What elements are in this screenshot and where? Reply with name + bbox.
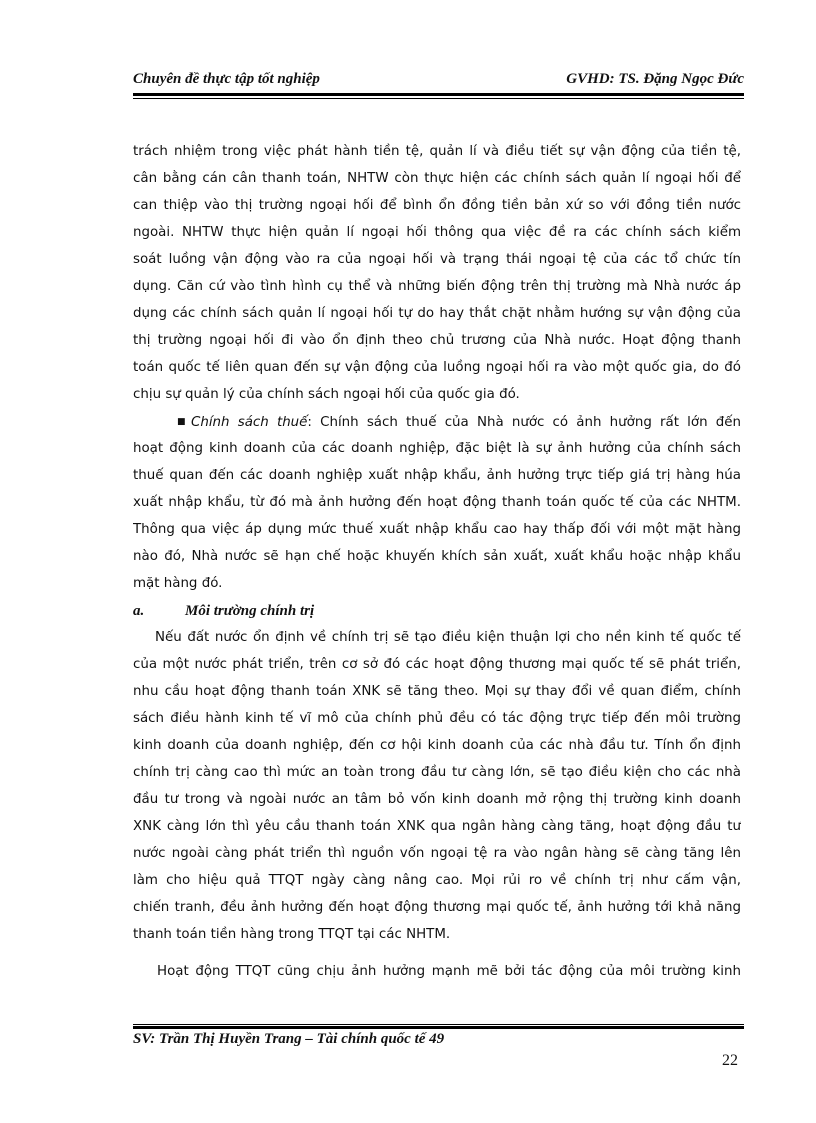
text-line: can thiệp vào thị trường ngoại hối để bình ổn đồng tiền bản xứ so với đồng tiền nước <box>133 198 741 213</box>
header-rule-thick <box>133 93 744 96</box>
bullet-first-line-text: : Chính sách thuế của Nhà nước có ảnh hưởng rất lớn đến <box>307 415 741 430</box>
text-line: Nếu đất nước ổn định về chính trị sẽ tạo điều kiện thuận lợi cho nền kinh tế quốc tế <box>155 630 741 645</box>
text-line: của một nước phát triển, trên cơ sở đó các hoạt động thương mại quốc tế sẽ phát triển, <box>133 657 741 672</box>
text-line: làm cho hiệu quả TTQT ngày càng nâng cao. Mọi rủi ro về chính trị như cấm vận, <box>133 873 741 888</box>
text-line: nước ngoài càng phát triển thì nguồn vốn ngoại tệ ra vào ngân hàng sẽ càng tăng lên <box>133 846 741 861</box>
text-line: hoạt động kinh doanh của các doanh nghiệp, đặc biệt là sự ảnh hưởng của chính sách <box>133 441 741 456</box>
text-line: chịu sự quản lý của chính sách ngoại hối của quốc gia đó. <box>133 387 520 402</box>
text-line: xuất nhập khẩu, từ đó mà ảnh hưởng đến hoạt động thanh toán quốc tế của các NHTM. <box>133 495 741 510</box>
paragraph-3-first-line: Hoạt động TTQT cũng chịu ảnh hưởng mạnh mẽ bởi tác động của môi trường kinh <box>157 964 741 979</box>
section-heading <box>133 601 741 628</box>
text-line: kinh doanh của doanh nghiệp, đến cơ hội kinh doanh của các nhà đầu tư. Tính ổn định <box>133 738 741 753</box>
header-right-text: GVHD: TS. Đặng Ngọc Đức <box>566 71 744 87</box>
text-line: ngoài. NHTW thực hiện quản lí ngoại hối thông qua việc đề ra các chính sách kiểm <box>133 225 741 240</box>
document-body <box>133 142 741 989</box>
text-line: thanh toán tiền hàng trong TTQT tại các NHTM. <box>133 927 451 942</box>
footer-rule-thin <box>133 1024 744 1025</box>
text-line: thị trường ngoại hối đi vào ổn định theo chủ trương của Nhà nước. Hoạt động thanh <box>133 333 741 348</box>
header-left-text: Chuyên đề thực tập tốt nghiệp <box>133 71 320 87</box>
text-line: XNK càng lớn thì yêu cầu thanh toán XNK qua ngân hàng càng tăng, hoạt động đầu tư <box>133 819 741 834</box>
text-line: chính trị càng cao thì mức an toàn trong đầu tư càng lớn, sẽ tạo điều kiện cho các nhà <box>133 765 741 780</box>
paragraph-gap <box>133 952 741 962</box>
footer-author: SV: Trần Thị Huyền Trang – Tài chính quốc tế 49 <box>133 1031 445 1047</box>
footer-rule-thick <box>133 1026 744 1029</box>
text-line: dụng. Căn cứ vào tình hình cụ thể và những biến động trên thị trường mà Nhà nước áp <box>133 279 741 294</box>
bullet-paragraph-tax-policy <box>133 412 741 601</box>
paragraph-1 <box>133 142 741 412</box>
bullet-first-line <box>133 412 741 439</box>
text-line: nào đó, Nhà nước sẽ hạn chế hoặc khuyến khích sản xuất, xuất khẩu hoặc nhập khẩu <box>133 549 741 564</box>
section-title: Môi trường chính trị <box>185 603 315 619</box>
paragraph-2 <box>133 628 741 952</box>
page-number: 22 <box>722 1052 738 1069</box>
text-line: soát luồng vận động vào ra của ngoại hối và trạng thái ngoại tệ của các tổ chức tín <box>133 252 741 267</box>
bullet-label: Chính sách thuế <box>191 415 308 430</box>
header-rule-thin <box>133 98 744 99</box>
text-line: thuế quan đến các doanh nghiệp xuất nhập khẩu, ảnh hưởng trực tiếp giá trị hàng húa <box>133 468 741 483</box>
text-line: nhu cầu hoạt động thanh toán XNK sẽ tăng theo. Mọi sự thay đổi về quan điểm, chính <box>133 684 741 699</box>
text-line: chiến tranh, đều ảnh hưởng đến hoạt động thương mại quốc tế, ảnh hưởng tới khả năng <box>133 900 741 915</box>
text-line: đầu tư trong và ngoài nước an tâm bỏ vốn kinh doanh mở rộng thị trường kinh doanh <box>133 792 741 807</box>
square-bullet-icon: ■ <box>177 417 186 427</box>
text-line: Thông qua việc áp dụng mức thuế xuất nhập khẩu cao hay thấp đối với một mặt hàng <box>133 522 741 537</box>
section-number: a. <box>133 603 145 619</box>
text-line: mặt hàng đó. <box>133 576 223 591</box>
text-line: cân bằng cán cân thanh toán, NHTW còn thực hiện các chính sách quản lí ngoại hối để <box>133 171 741 186</box>
text-line: trách nhiệm trong việc phát hành tiền tệ, quản lí và điều tiết sự vận động của tiền tệ, <box>133 144 741 159</box>
text-line: sách điều hành kinh tế vĩ mô của chính phủ đều có tác động trực tiếp đến môi trường <box>133 711 741 726</box>
text-line: dụng các chính sách quản lí ngoại hối tự do hay thắt chặt nhằm hướng sự vận động của <box>133 306 741 321</box>
text-line: toán quốc tế liên quan đến sự vận động của luồng ngoại hối ra vào một quốc gia, do đó <box>133 360 741 375</box>
page-header <box>133 71 744 95</box>
